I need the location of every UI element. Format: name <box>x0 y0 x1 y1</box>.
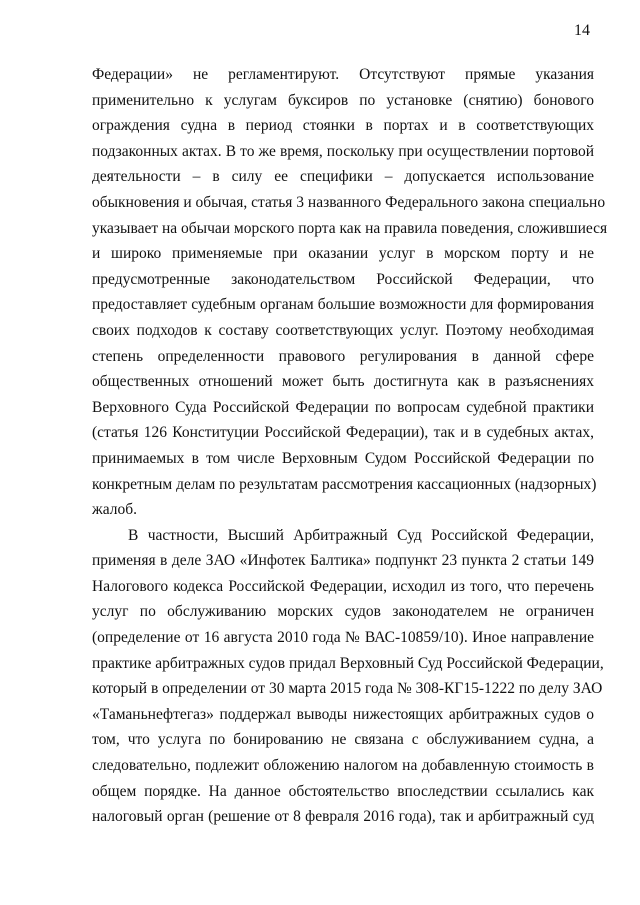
text-line: принимаемых в том числе Верховным Судом Российской Федерации по <box>92 449 594 467</box>
text-line: ограждения судна в период стоянки в портах и в соответствующих <box>92 117 594 135</box>
paragraph <box>92 523 604 830</box>
text-line: применительно к услугам буксиров по установке (снятию) бонового <box>92 91 594 109</box>
text-line: Верховного Суда Российской Федерации по вопросам судебной практики <box>92 398 594 416</box>
text-line: Налогового кодекса Российской Федерации, исходил из того, что перечень <box>92 577 594 595</box>
text-line: общественных отношений может быть достигнута как в разъяснениях <box>92 373 594 391</box>
text-line: налоговый орган (решение от 8 февраля 2016 года), так и арбитражный суд <box>92 808 594 826</box>
text-line: степень определенности правового регулирования в данной сфере <box>92 347 594 365</box>
text-line: подзаконных актах. В то же время, поскольку при осуществлении портовой <box>92 142 594 160</box>
text-line: услуг по обслуживанию морских судов законодателем не ограничен <box>92 603 594 621</box>
text-line: применяя в деле ЗАО «Инфотек Балтика» подпункт 23 пункта 2 статьи 149 <box>92 552 594 570</box>
text-line: деятельности – в силу ее специфики – допускается использование <box>92 168 594 186</box>
text-line: (определение от 16 августа 2010 года № ВАС-10859/10). Иное направление <box>92 629 594 647</box>
text-line: предусмотренные законодательством Российской Федерации, что <box>92 270 594 288</box>
page-number: 14 <box>574 22 590 39</box>
text-line: своих подходов к составу соответствующих услуг. Поэтому необходимая <box>92 321 594 339</box>
text-line: «Таманьнефтегаз» поддержал выводы нижестоящих арбитражных судов о <box>92 705 594 723</box>
text-line: указывает на обычаи морского порта как на правила поведения, сложившиеся <box>92 219 608 237</box>
document-body <box>92 62 608 830</box>
text-line: предоставляет судебным органам большие возможности для формирования <box>92 296 594 314</box>
text-line: общем порядке. На данное обстоятельство впоследствии ссылались как <box>92 782 594 800</box>
text-line: который в определении от 30 марта 2015 года № 308-КГ15-1222 по делу ЗАО <box>92 680 603 698</box>
text-line: Федерации» не регламентируют. Отсутствуют прямые указания <box>92 66 594 83</box>
text-line: В частности, Высший Арбитражный Суд Российской Федерации, <box>128 526 594 544</box>
text-line: конкретным делам по результатам рассмотрения кассационных (надзорных) <box>92 475 597 493</box>
text-line: следовательно, подлежит обложению налогом на добавленную стоимость в <box>92 757 594 775</box>
text-line: практике арбитражных судов придал Верховный Суд Российской Федерации, <box>92 654 604 672</box>
text-line: (статья 126 Конституции Российской Федерации), так и в судебных актах, <box>92 424 594 442</box>
text-line: обыкновения и обычая, статья 3 названного Федерального закона специально <box>92 193 606 211</box>
text-line: и широко применяемые при оказании услуг в морском порту и не <box>92 245 594 263</box>
paragraph <box>92 62 608 523</box>
text-line: жалоб. <box>92 501 137 519</box>
text-line: том, что услуга по бонированию не связана с обслуживанием судна, а <box>92 731 594 749</box>
